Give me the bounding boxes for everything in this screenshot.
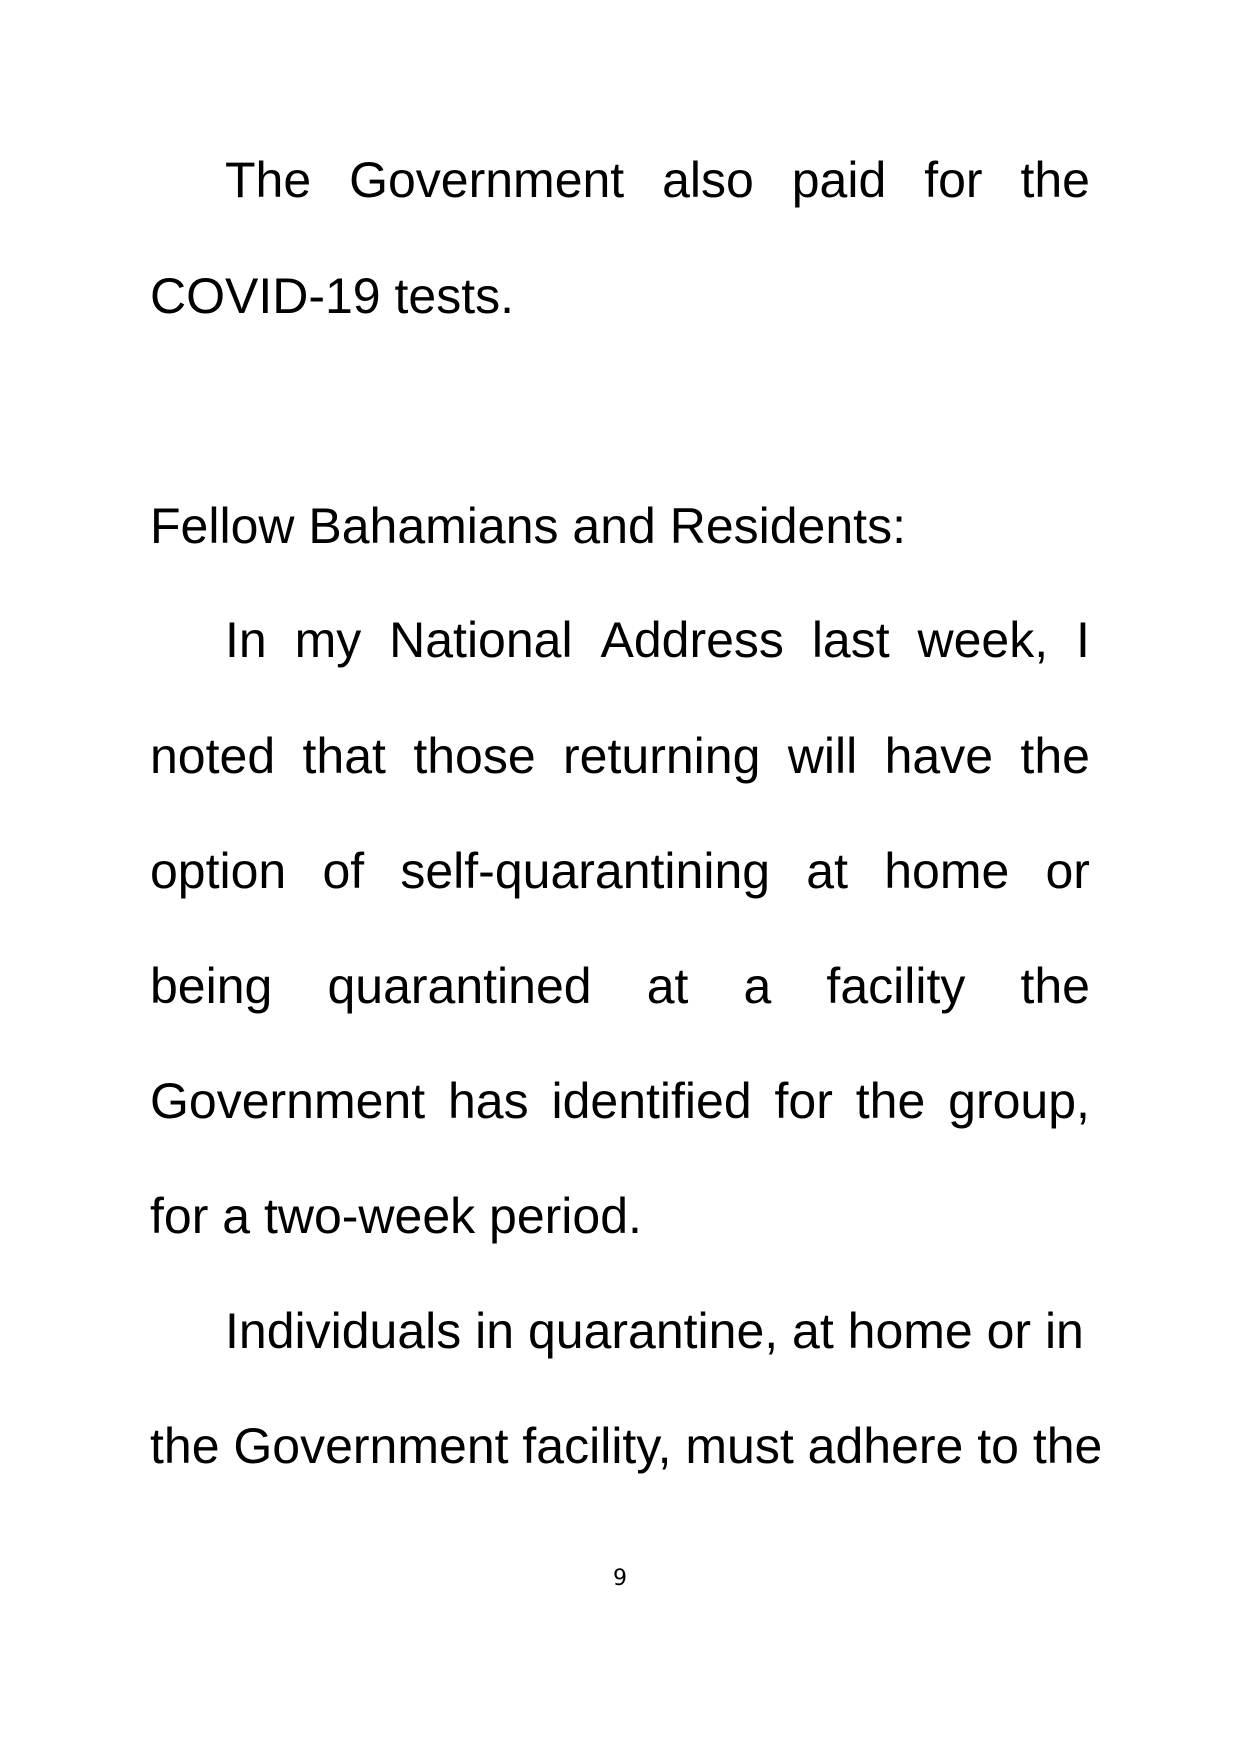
text-line [150, 726, 1090, 786]
word: will [787, 728, 858, 784]
word: week, [917, 612, 1049, 668]
word: at [646, 958, 689, 1014]
word: facility [826, 958, 966, 1014]
word: Government [150, 1073, 426, 1129]
word: noted [150, 728, 276, 784]
page-number: 9 [613, 1566, 627, 1591]
word: The [225, 152, 312, 208]
word: quarantined [327, 958, 592, 1014]
word: identified [551, 1073, 752, 1129]
word: the [855, 1073, 926, 1129]
word: the [1020, 728, 1090, 784]
text-line [225, 610, 1090, 670]
text-line: the Government facility, must adhere to the [150, 1418, 1103, 1474]
word: option [150, 843, 287, 899]
text-line: COVID-19 tests. [150, 268, 514, 324]
word: for [924, 152, 983, 208]
word: paid [791, 152, 887, 208]
word: has [448, 1073, 529, 1129]
word: In [225, 612, 267, 668]
word: the [1020, 152, 1090, 208]
salutation: Fellow Bahamians and Residents: [150, 498, 906, 554]
word: the [1020, 958, 1090, 1014]
text-line [150, 841, 1090, 901]
word: those [413, 728, 536, 784]
text-line [150, 1071, 1090, 1131]
word: at [806, 843, 848, 899]
word: Government [349, 152, 625, 208]
word: that [302, 728, 386, 784]
word: I [1076, 612, 1090, 668]
word: Address [600, 612, 784, 668]
word: of [322, 843, 365, 899]
word: my [294, 612, 362, 668]
word: have [884, 728, 994, 784]
text-line: Individuals in quarantine, at home or in [225, 1303, 1084, 1359]
text-line [225, 150, 1090, 210]
word: last [811, 612, 890, 668]
word: or [1045, 843, 1090, 899]
word: a [743, 958, 772, 1014]
word: National [389, 612, 573, 668]
word: returning [563, 728, 761, 784]
text-line: for a two-week period. [150, 1188, 642, 1244]
word: also [662, 152, 754, 208]
word: being [150, 958, 273, 1014]
word: group, [948, 1073, 1090, 1129]
word: self-quarantining [400, 843, 771, 899]
text-line [150, 956, 1090, 1016]
word: for [774, 1073, 833, 1129]
word: home [884, 843, 1010, 899]
